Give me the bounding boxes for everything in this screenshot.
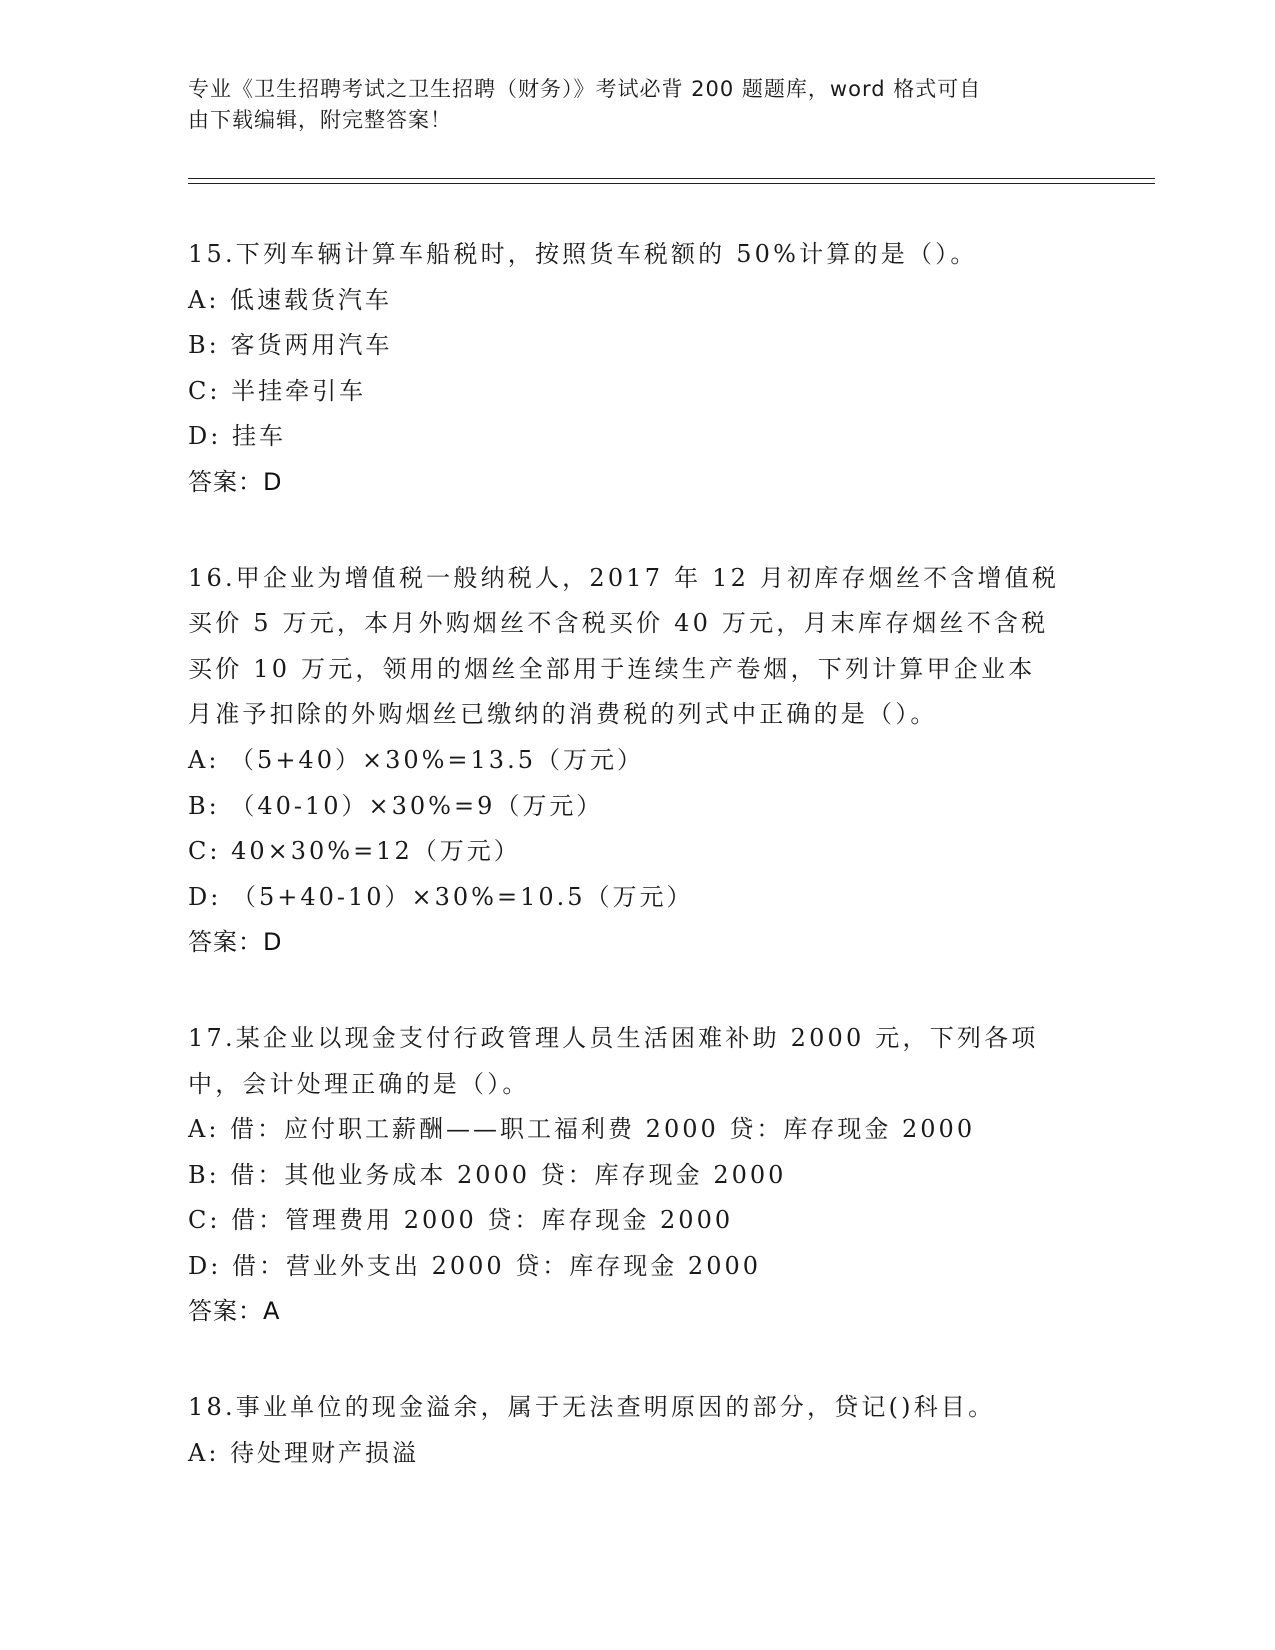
question-stem-line: 16.甲企业为增值税一般纳税人，2017 年 12 月初库存烟丝不含增值税 xyxy=(188,563,1060,592)
question-stem-line: 18.事业单位的现金溢余，属于无法查明原因的部分，贷记()科目。 xyxy=(188,1393,996,1422)
question-stem-line: 15.下列车辆计算车船税时，按照货车税额的 50%计算的是（）。 xyxy=(188,240,978,268)
question-15 xyxy=(188,232,1088,506)
option-c: C: 40×30%=12（万元） xyxy=(188,837,521,866)
question-stem xyxy=(188,232,1088,278)
option-d: D: 挂车 xyxy=(188,422,286,451)
header-line: 专业《卫生招聘考试之卫生招聘（财务）》考试必背 200 题题库，word 格式可自 xyxy=(188,77,982,101)
question-list xyxy=(188,232,1088,1526)
option-c: C: 借：管理费用 2000 贷：库存现金 2000 xyxy=(188,1206,734,1235)
question-stem xyxy=(188,1016,1088,1107)
option-c: C: 半挂牵引车 xyxy=(188,376,367,405)
option-a: A: 待处理财产损溢 xyxy=(188,1438,420,1467)
answer: 答案：D xyxy=(188,928,283,957)
option-b: B: 借：其他业务成本 2000 贷：库存现金 2000 xyxy=(188,1160,787,1189)
question-stem xyxy=(188,1385,1088,1431)
question-stem-line: 买价 5 万元，本月外购烟丝不含税买价 40 万元，月末库存烟丝不含税 xyxy=(188,609,1049,638)
question-stem-line: 月准予扣除的外购烟丝已缴纳的消费税的列式中正确的是（）。 xyxy=(188,700,938,729)
question-stem-line: 17.某企业以现金支付行政管理人员生活困难补助 2000 元，下列各项 xyxy=(188,1023,1039,1052)
header-line: 由下载编辑，附完整答案！ xyxy=(188,108,452,132)
header-divider xyxy=(188,183,1155,184)
question-18 xyxy=(188,1385,1088,1476)
option-a: A: （5+40）×30%=13.5（万元） xyxy=(188,745,644,774)
question-stem-line: 买价 10 万元，领用的烟丝全部用于连续生产卷烟，下列计算甲企业本 xyxy=(188,654,1036,683)
option-a: A: 低速载货汽车 xyxy=(188,285,393,314)
question-17 xyxy=(188,1016,1088,1335)
header-divider xyxy=(188,178,1155,179)
option-a: A: 借：应付职工薪酬——职工福利费 2000 贷：库存现金 2000 xyxy=(188,1115,976,1144)
option-d: D: （5+40-10）×30%=10.5（万元） xyxy=(188,882,694,911)
answer: 答案：A xyxy=(188,1297,281,1326)
option-b: B: （40-10）×30%=9（万元） xyxy=(188,791,604,820)
question-16 xyxy=(188,556,1088,966)
document-header xyxy=(188,74,1088,136)
question-stem xyxy=(188,556,1088,738)
option-b: B: 客货两用汽车 xyxy=(188,331,393,360)
answer: 答案：D xyxy=(188,467,283,496)
option-d: D: 借：营业外支出 2000 贷：库存现金 2000 xyxy=(188,1251,761,1280)
question-stem-line: 中，会计处理正确的是（）。 xyxy=(188,1069,530,1098)
